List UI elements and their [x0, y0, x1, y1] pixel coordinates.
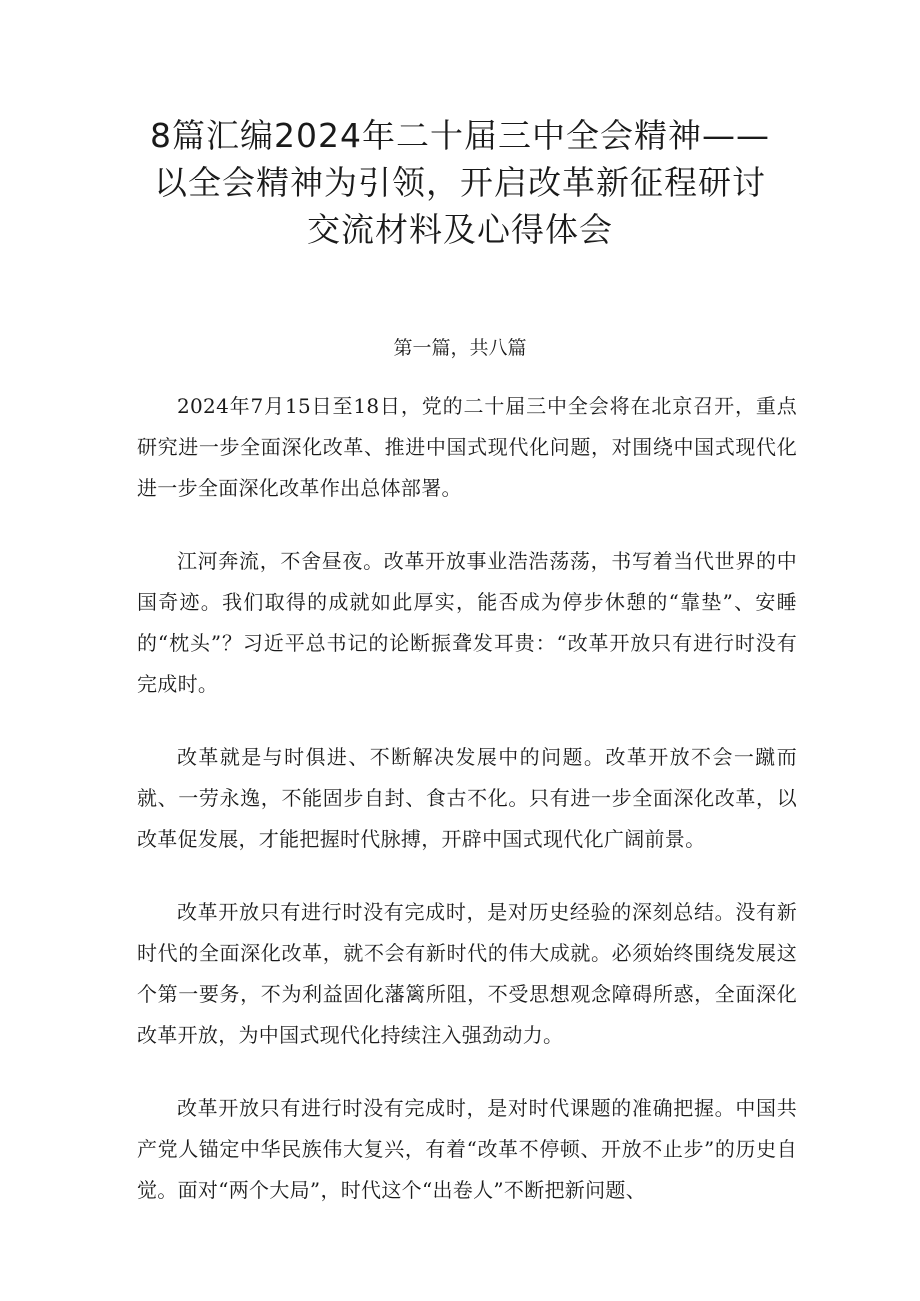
- paragraph: 改革开放只有进行时没有完成时，是对历史经验的深刻总结。没有新时代的全面深化改革，就不会有新时代的伟大成就。必须始终围绕发展这个第一要务，不为利益固化藩篱所阻，不受思想观念障碍所惑，全面深化改革开放，为中国式现代化持续注入强劲动力。: [137, 900, 797, 1047]
- document-title: [120, 112, 800, 253]
- part-label: 第一篇，共八篇: [393, 337, 527, 359]
- paragraph: 江河奔流，不舍昼夜。改革开放事业浩浩荡荡，书写着当代世界的中国奇迹。我们取得的成就如此厚实，能否成为停步休憩的“靠垫”、安睡的“枕头”？习近平总书记的论断振聋发耳贵：“改革开放只有进行时没有完成时。: [137, 549, 797, 696]
- title-line-3: 交流材料及心得体会: [307, 210, 613, 249]
- title-line-1: 8篇汇编2024年二十届三中全会精神——: [150, 116, 770, 155]
- paragraph: 2024年7月15日至18日，党的二十届三中全会将在北京召开，重点研究进一步全面深化改革、推进中国式现代化问题，对围绕中国式现代化进一步全面深化改革作出总体部署。: [137, 394, 797, 500]
- document-body: [137, 386, 797, 1243]
- title-line-2: 以全会精神为引领，开启改革新征程研讨: [154, 163, 766, 202]
- paragraph: 改革开放只有进行时没有完成时，是对时代课题的准确把握。中国共产党人锚定中华民族伟大复兴，有着“改革不停顿、开放不止步”的历史自觉。面对“两个大局”，时代这个“出卷人”不断把新问题、: [137, 1096, 797, 1202]
- paragraph: 改革就是与时俱进、不断解决发展中的问题。改革开放不会一蹴而就、一劳永逸，不能固步自封、食古不化。只有进一步全面深化改革，以改革促发展，才能把握时代脉搏，开辟中国式现代化广阔前景。: [137, 745, 797, 851]
